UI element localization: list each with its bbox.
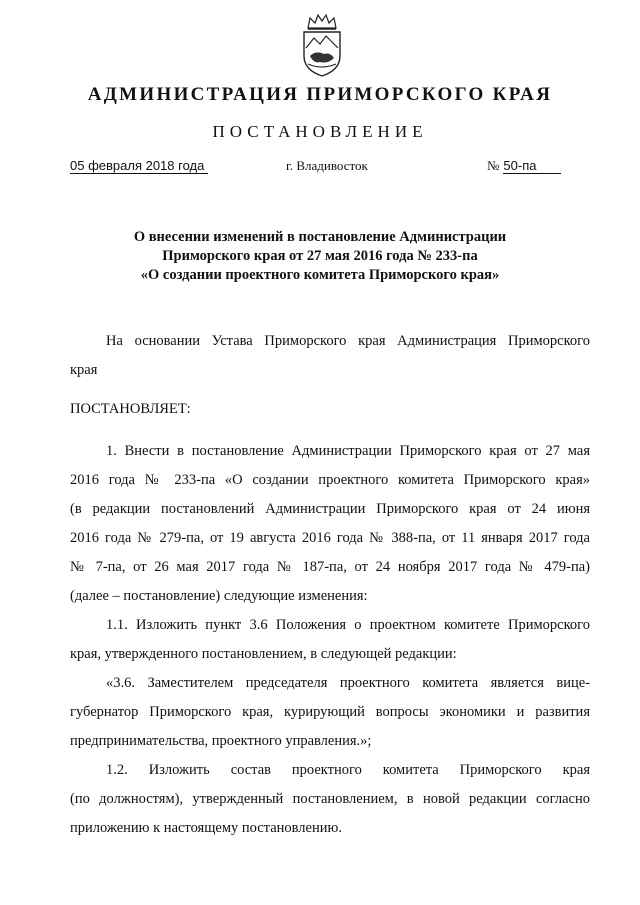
basis-paragraph — [70, 327, 590, 385]
text-line: «3.6. Заместителем председателя проектного комитета является вице- — [106, 675, 590, 691]
text-line: 1. Внести в постановление Администрации Приморского края от 27 мая — [106, 443, 590, 459]
text-line: края, утвержденного постановлением, в следующей редакции: — [70, 646, 457, 662]
text-line: 1.1. Изложить пункт 3.6 Положения о проектном комитете Приморского — [106, 617, 590, 633]
document-city: г. Владивосток — [286, 158, 368, 173]
text-line: На основании Устава Приморского края Администрация Приморского — [106, 333, 590, 349]
text-line: 2016 года № 233-па «О создании проектного комитета Приморского края» — [70, 472, 590, 488]
title-line: Приморского края от 27 мая 2016 года № 233-па — [162, 248, 478, 264]
document-date — [70, 158, 208, 173]
text-line: (в редакции постановлений Администрации Приморского края от 24 июня — [70, 501, 590, 517]
text-line: № 7-па, от 26 мая 2017 года № 187-па, от 24 ноября 2017 года № 479-па) — [70, 559, 590, 575]
coat-of-arms-icon — [296, 12, 348, 78]
number-label: № — [487, 158, 500, 173]
resolves-heading: ПОСТАНОВЛЯЕТ: — [70, 401, 191, 417]
title-line: О внесении изменений в постановление Администрации — [133, 229, 507, 245]
number-value: 50-па — [503, 158, 561, 174]
text-line: 2016 года № 279-па, от 19 августа 2016 года № 388-па, от 11 января 2017 года — [70, 530, 590, 546]
text-line: приложению к настоящему постановлению. — [70, 820, 342, 836]
text-line: (далее – постановление) следующие изменения: — [70, 588, 368, 604]
document-date-value: 05 февраля 2018 года — [70, 158, 208, 174]
item-paragraphs — [70, 437, 590, 843]
document-type: ПОСТАНОВЛЕНИЕ — [212, 122, 428, 141]
title-line: «О создании проектного комитета Приморского края» — [140, 267, 500, 283]
text-line: 1.2. Изложить состав проектного комитета Приморского края — [106, 762, 590, 778]
text-line: (по должностям), утвержденный постановлением, в новой редакции согласно — [70, 791, 590, 807]
document-number — [487, 158, 561, 174]
text-line: губернатор Приморского края, курирующий вопросы экономики и развития — [70, 704, 590, 720]
text-line: предпринимательства, проектного управления.»; — [70, 733, 372, 749]
text-line: края — [70, 362, 98, 378]
organization-name: АДМИНИСТРАЦИЯ ПРИМОРСКОГО КРАЯ — [87, 84, 553, 105]
document-title — [60, 228, 580, 285]
